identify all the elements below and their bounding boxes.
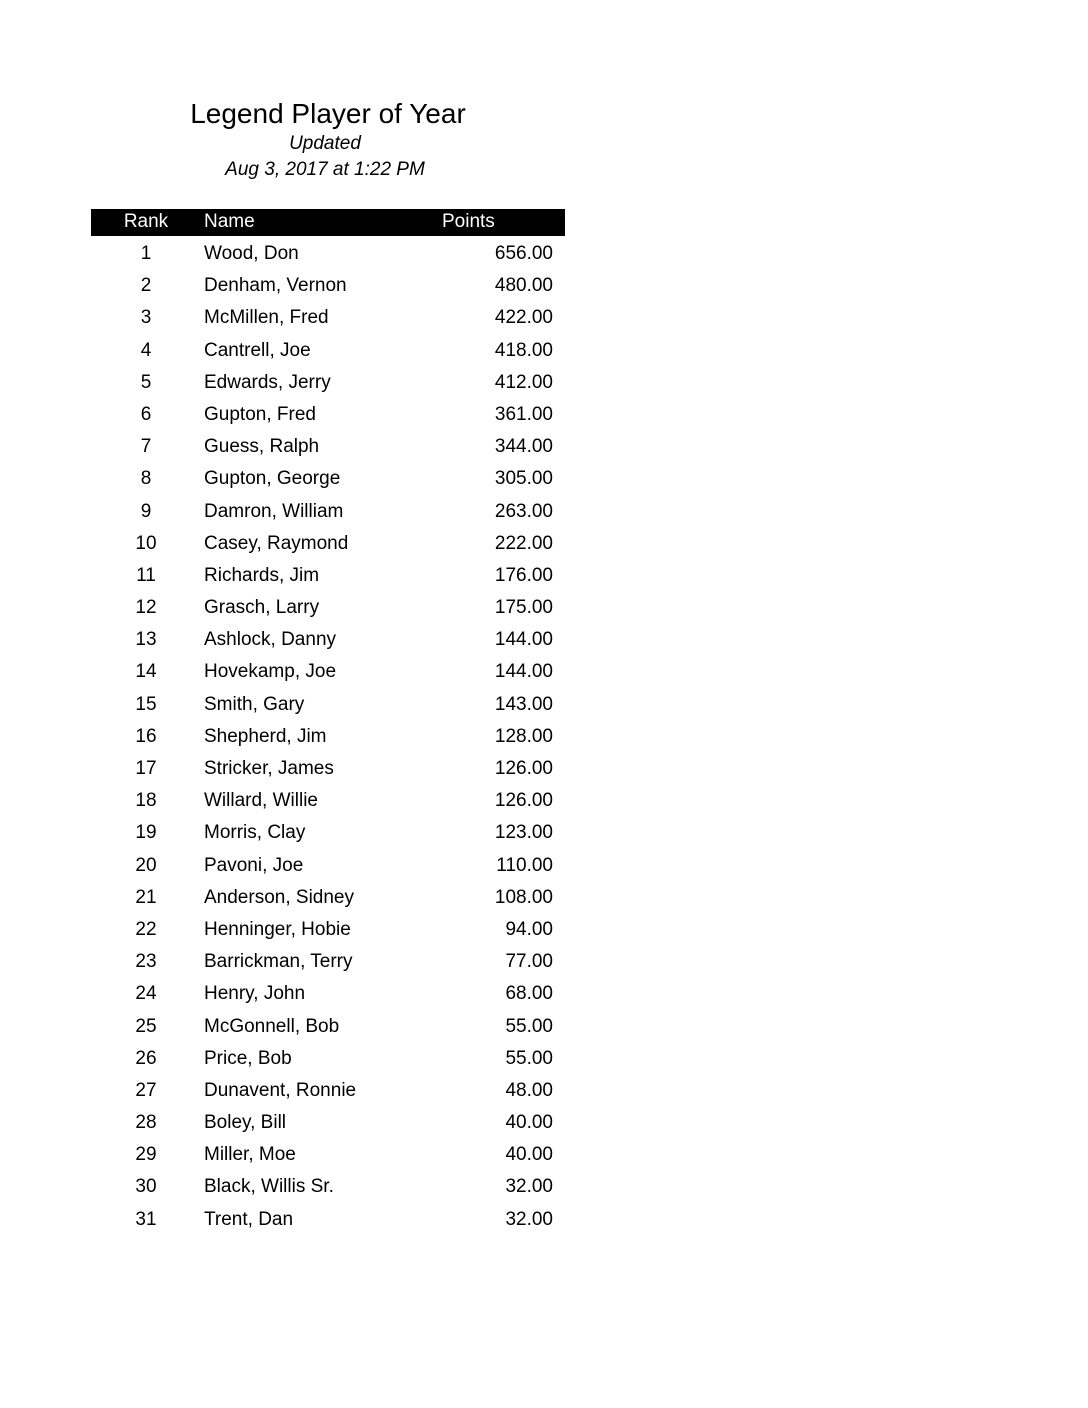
name-cell: McGonnell, Bob: [204, 1015, 340, 1037]
rank-cell: 26: [135, 1047, 157, 1069]
points-cell: 32.00: [505, 1208, 553, 1230]
table-row: [91, 1202, 565, 1234]
rank-cell: 31: [135, 1208, 157, 1230]
name-cell: Willard, Willie: [204, 790, 318, 812]
rank-cell: 10: [135, 532, 157, 554]
points-cell: 32.00: [505, 1176, 553, 1198]
table-body: [91, 236, 565, 1234]
name-cell: Edwards, Jerry: [204, 371, 331, 393]
rank-column-header: Rank: [123, 211, 169, 232]
table-row: [91, 751, 565, 783]
points-cell: 77.00: [505, 951, 553, 973]
rank-cell: 3: [140, 307, 152, 329]
rank-cell: 11: [136, 564, 156, 586]
table-row: [91, 236, 565, 268]
points-cell: 110.00: [496, 854, 553, 876]
table-row: [91, 1105, 565, 1137]
name-cell: Anderson, Sidney: [204, 886, 354, 908]
points-cell: 48.00: [505, 1079, 553, 1101]
table-row: [91, 783, 565, 815]
table-row: [91, 622, 565, 654]
rank-cell: 23: [135, 951, 157, 973]
table-row: [91, 300, 565, 332]
table-row: [91, 1137, 565, 1169]
name-cell: Gupton, Fred: [204, 403, 316, 425]
points-cell: 176.00: [494, 564, 553, 586]
rank-cell: 27: [135, 1079, 157, 1101]
points-cell: 126.00: [494, 758, 553, 779]
points-cell: 123.00: [494, 822, 553, 844]
table-row: [91, 1009, 565, 1041]
name-cell: Damron, William: [204, 500, 344, 522]
name-cell: Denham, Vernon: [204, 275, 347, 297]
table-row: [91, 1169, 565, 1201]
points-cell: 422.00: [494, 307, 553, 329]
rank-cell: 6: [140, 403, 152, 425]
rank-cell: 5: [140, 371, 152, 393]
table-row: [91, 912, 565, 944]
points-column-header: Points: [442, 211, 495, 232]
name-cell: Price, Bob: [204, 1047, 292, 1069]
table-row: [91, 558, 565, 590]
name-cell: Stricker, James: [204, 758, 334, 779]
name-cell: Guess, Ralph: [204, 436, 320, 458]
name-cell: Grasch, Larry: [204, 597, 320, 619]
name-cell: Pavoni, Joe: [204, 854, 304, 876]
rank-cell: 22: [135, 918, 157, 940]
table-row: [91, 848, 565, 880]
rank-cell: 19: [135, 822, 157, 844]
name-cell: Shepherd, Jim: [204, 725, 327, 747]
table-row: [91, 1041, 565, 1073]
rank-cell: 30: [135, 1176, 157, 1198]
table-row: [91, 365, 565, 397]
name-cell: McMillen, Fred: [204, 307, 329, 329]
rank-cell: 15: [135, 693, 157, 715]
name-cell: Gupton, George: [204, 468, 341, 490]
points-cell: 305.00: [494, 468, 553, 490]
points-cell: 222.00: [494, 532, 553, 554]
name-cell: Boley, Bill: [204, 1112, 287, 1134]
rank-cell: 18: [135, 790, 157, 812]
name-cell: Morris, Clay: [204, 822, 306, 844]
name-cell: Casey, Raymond: [204, 532, 349, 554]
rank-cell: 21: [135, 886, 157, 908]
points-cell: 108.00: [494, 886, 553, 908]
table-row: [91, 976, 565, 1008]
name-cell: Henninger, Hobie: [204, 918, 351, 940]
table-row: [91, 687, 565, 719]
rank-cell: 20: [135, 854, 157, 876]
points-cell: 40.00: [505, 1144, 553, 1166]
name-cell: Smith, Gary: [204, 693, 305, 715]
table-row: [91, 1073, 565, 1105]
points-cell: 40.00: [505, 1112, 553, 1134]
name-cell: Trent, Dan: [204, 1208, 294, 1230]
points-cell: 344.00: [494, 436, 553, 458]
table-row: [91, 880, 565, 912]
points-cell: 175.00: [494, 597, 553, 619]
name-cell: Cantrell, Joe: [204, 339, 311, 361]
points-cell: 143.00: [494, 693, 553, 715]
name-column-header: Name: [204, 211, 255, 232]
table-row: [91, 268, 565, 300]
table-row: [91, 494, 565, 526]
table-row: [91, 397, 565, 429]
rank-cell: 16: [135, 725, 157, 747]
name-cell: Hovekamp, Joe: [204, 661, 337, 683]
name-cell: Henry, John: [204, 983, 306, 1005]
rank-cell: 13: [135, 629, 157, 651]
name-cell: Barrickman, Terry: [204, 951, 353, 973]
points-cell: 480.00: [494, 275, 553, 297]
points-cell: 412.00: [494, 371, 553, 393]
rank-cell: 29: [135, 1144, 157, 1166]
table-row: [91, 429, 565, 461]
table-row: [91, 944, 565, 976]
table-row: [91, 815, 565, 847]
rank-cell: 24: [135, 983, 157, 1005]
points-cell: 656.00: [494, 243, 553, 264]
name-cell: Miller, Moe: [204, 1144, 296, 1166]
table-row: [91, 526, 565, 558]
rank-cell: 17: [135, 758, 157, 779]
points-cell: 94.00: [505, 918, 553, 940]
rank-cell: 2: [140, 275, 152, 297]
rank-cell: 9: [140, 500, 152, 522]
points-cell: 68.00: [505, 983, 553, 1005]
name-cell: Richards, Jim: [204, 564, 320, 586]
table-row: [91, 719, 565, 751]
name-cell: Dunavent, Ronnie: [204, 1079, 357, 1101]
table-row: [91, 333, 565, 365]
table-row: [91, 461, 565, 493]
name-cell: Black, Willis Sr.: [204, 1176, 334, 1198]
points-cell: 144.00: [494, 661, 553, 683]
table-row: [91, 654, 565, 686]
rank-cell: 28: [135, 1112, 157, 1134]
points-cell: 361.00: [494, 403, 553, 425]
updated-date: Aug 3, 2017 at 1:22 PM: [225, 159, 425, 180]
points-cell: 126.00: [494, 790, 553, 812]
points-cell: 418.00: [494, 339, 553, 361]
points-cell: 144.00: [494, 629, 553, 651]
rank-cell: 1: [140, 243, 152, 264]
points-cell: 55.00: [505, 1015, 553, 1037]
rank-cell: 25: [135, 1015, 157, 1037]
points-cell: 55.00: [505, 1047, 553, 1069]
rank-cell: 14: [135, 661, 157, 683]
rank-cell: 12: [135, 597, 157, 619]
points-cell: 263.00: [494, 500, 553, 522]
table-header: [91, 209, 565, 236]
table-row: [91, 590, 565, 622]
updated-label: Updated: [289, 133, 361, 154]
page-title: Legend Player of Year: [190, 98, 466, 129]
name-cell: Wood, Don: [204, 243, 299, 264]
rank-cell: 8: [140, 468, 152, 490]
points-cell: 128.00: [494, 725, 553, 747]
standings-table: [91, 209, 565, 1234]
rank-cell: 7: [140, 436, 152, 458]
rank-cell: 4: [140, 339, 152, 361]
name-cell: Ashlock, Danny: [204, 629, 337, 651]
